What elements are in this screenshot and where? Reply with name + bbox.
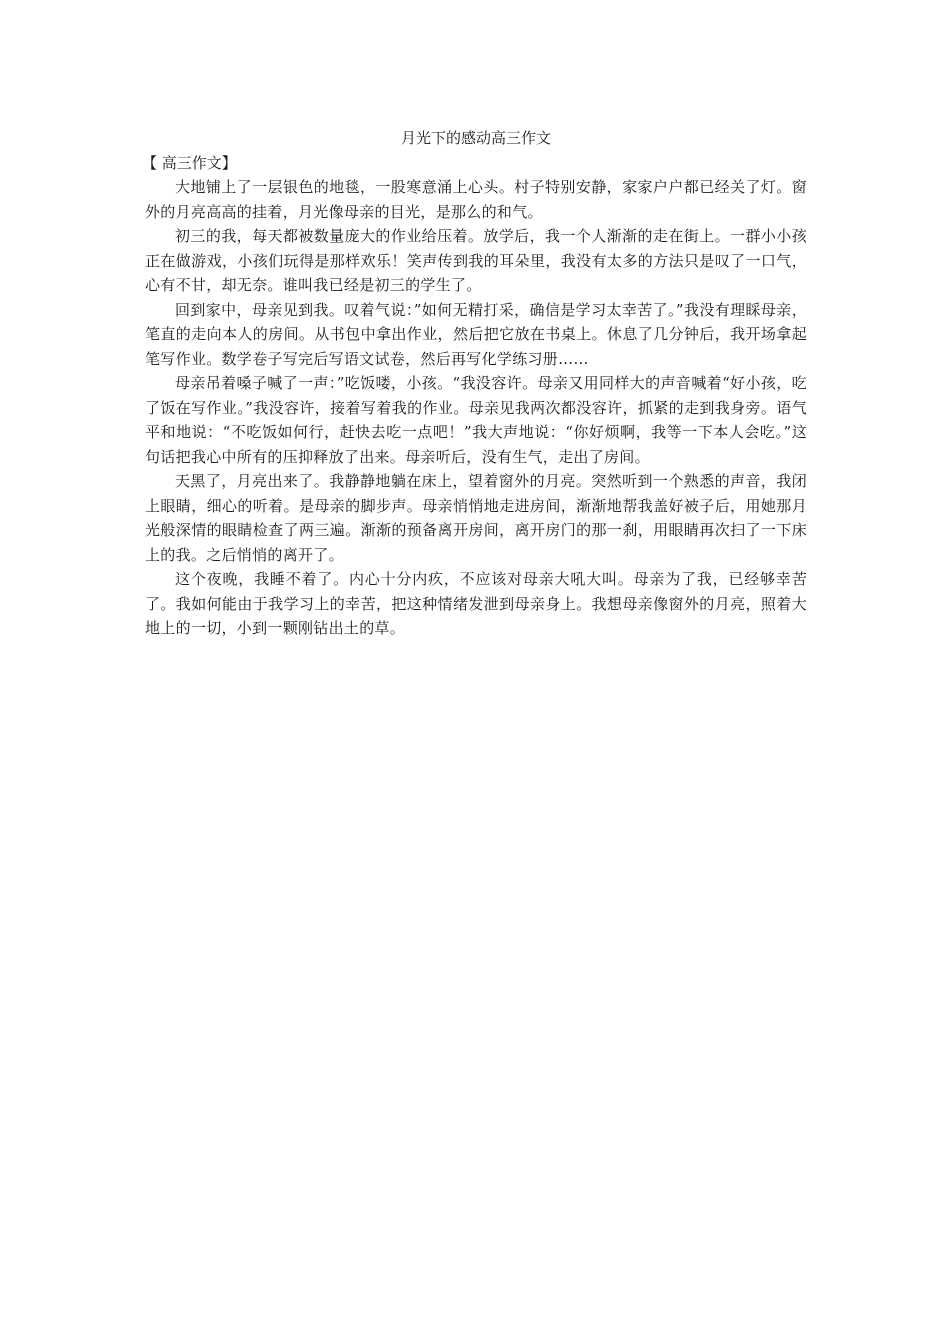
paragraph-4: 母亲吊着嗓子喊了一声：”吃饭喽，小孩。“我没容许。母亲又用同样大的声音喊着“好小孩，吃了饭在写作业。”我没容许，接着写着我的作业。母亲见我两次都没容许，抓紧的走到我身旁。语气平和地说：“不吃饭如何行，赶快去吃一点吧！”我大声地说：“你好烦啊，我等一下本人会吃。”这句话把我心中所有的压抑释放了出来。母亲听后，没有生气，走出了房间。: [145, 374, 807, 466]
paragraph-5: 天黑了，月亮出来了。我静静地躺在床上，望着窗外的月亮。突然听到一个熟悉的声音，我闭上眼睛，细心的听着。是母亲的脚步声。母亲悄悄地走进房间，渐渐地帮我盖好被子后，用她那月光般深情的眼睛检查了两三遍。渐渐的预备离开房间，离开房门的那一刹，用眼睛再次扫了一下床上的我。之后悄悄的离开了。: [145, 472, 807, 564]
paragraph-6: 这个夜晚，我睡不着了。内心十分内疚，不应该对母亲大吼大叫。母亲为了我，已经够幸苦了。我如何能由于我学习上的幸苦，把这种情绪发泄到母亲身上。我想母亲像窗外的月亮，照着大地上的一切，小到一颗刚钻出土的草。: [145, 570, 807, 637]
paragraph-1: 大地铺上了一层银色的地毯，一股寒意涌上心头。村子特别安静，家家户户都已经关了灯。窗外的月亮高高的挂着，月光像母亲的目光，是那么的和气。: [145, 178, 807, 221]
section-tag: 【 高三作文】: [142, 154, 237, 172]
document-title: 月光下的感动高三作文: [400, 129, 551, 147]
paragraph-3: 回到家中，母亲见到我。叹着气说：”如何无精打采，确信是学习太幸苦了。”我没有理睬母亲，笔直的走向本人的房间。从书包中拿出作业，然后把它放在书桌上。休息了几分钟后，我开场拿起笔写作业。数学卷子写完后写语文试卷，然后再写化学练习册……: [145, 300, 807, 368]
document-page: [142, 0, 807, 641]
paragraph-2: 初三的我，每天都被数量庞大的作业给压着。放学后，我一个人渐渐的走在街上。一群小小孩正在做游戏，小孩们玩得是那样欢乐！笑声传到我的耳朵里，我没有太多的方法只是叹了一口气，心有不甘，却无奈。谁叫我已经是初三的学生了。: [145, 227, 807, 294]
